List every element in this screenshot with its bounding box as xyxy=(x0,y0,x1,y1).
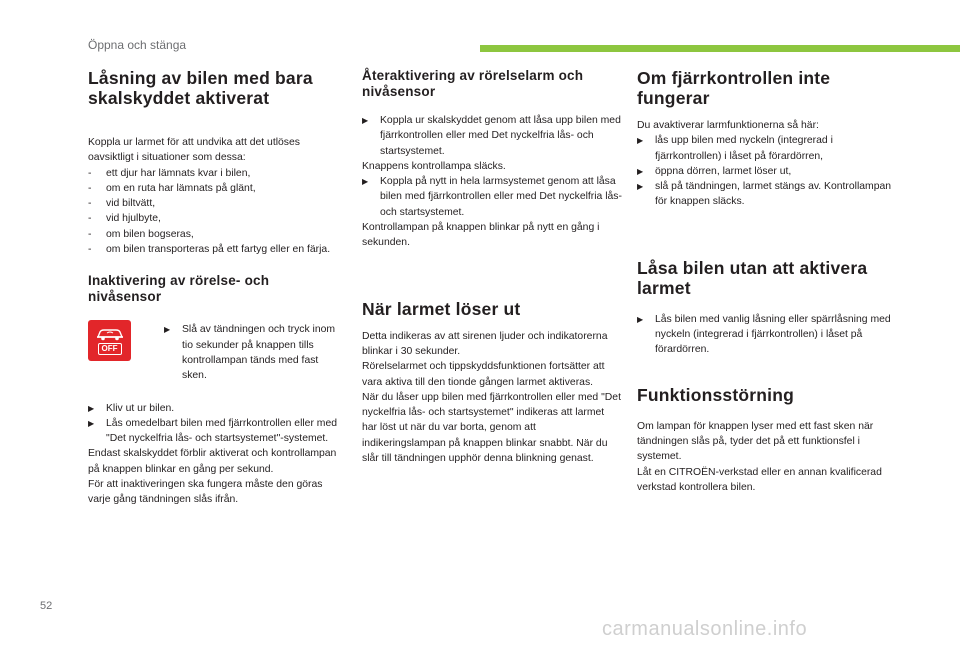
button-instruction xyxy=(88,320,346,383)
off-label: OFF xyxy=(98,343,122,355)
paragraph: Detta indikeras av att sirenen ljuder och indikatorerna blinkar i 30 sekunder. xyxy=(362,330,608,357)
list-item: ▶ Lås omedelbart bilen med fjärrkontrollen eller med "Det nyckelfria lås- och startsystemet"-systemet. xyxy=(88,417,338,445)
paragraph: Kontrollampan på knappen blinkar på nytt en gång i sekunden. xyxy=(362,222,600,249)
heading-deactivation: Inaktivering av rörelse- och nivåsensor xyxy=(88,273,270,304)
section-header: Öppna och stänga xyxy=(88,38,187,52)
list-item: ▶ öppna dörren, larmet löser ut, xyxy=(637,165,792,177)
paragraph: Rörelselarmet och tippskyddsfunktionen fortsätter att vara aktiva till den tionde gången larmet aktiveras. xyxy=(362,361,605,388)
paragraph: Endast skalskyddet förblir aktiverat och kontrollampan på knappen blinkar en gång per sekund. xyxy=(88,448,337,475)
column-1 xyxy=(88,68,346,508)
column-2 xyxy=(362,68,622,466)
list-item: ▶ Koppla på nytt in hela larmsystemet genom att låsa bilen med fjärrkontrollen eller med Det nyckelfria lås- och startsystemet. xyxy=(362,176,622,218)
list-item: - om bilen bogseras, xyxy=(88,228,194,240)
section-accent-bar xyxy=(480,45,960,52)
car-off-button-icon xyxy=(88,320,131,361)
list-item: - om en ruta har lämnats på glänt, xyxy=(88,182,256,194)
list-item: ▶ Koppla ur skalskyddet genom att låsa upp bilen med fjärrkontrollen eller med Det nyckelfria lås- och startsystemet. xyxy=(362,115,621,157)
paragraph: Knappens kontrollampa släcks. xyxy=(362,160,506,172)
intro-paragraph: Koppla ur larmet för att undvika att det utlöses oavsiktligt i situationer som dessa: xyxy=(88,137,300,164)
paragraph: Om lampan för knappen lyser med ett fast sken när tändningen slås på, tyder det på ett funktionsfel i systemet. xyxy=(637,420,874,463)
situation-list xyxy=(88,166,346,258)
list-item: ▶ lås upp bilen med nyckeln (integrerad i fjärrkontrollen) i låset på förardörren, xyxy=(637,135,833,162)
heading-alarm-perimeter-only: Låsning av bilen med bara skalskyddet aktiverat xyxy=(88,68,313,108)
list-item: - vid biltvätt, xyxy=(88,198,156,210)
page-number: 52 xyxy=(40,600,53,612)
column-3 xyxy=(637,68,899,495)
heading-remote-not-working: Om fjärrkontrollen inte fungerar xyxy=(637,68,831,108)
heading-alarm-triggered: När larmet löser ut xyxy=(362,298,521,319)
list-item: ▶ Kliv ut ur bilen. xyxy=(88,402,175,414)
heading-malfunction: Funktionsstörning xyxy=(637,384,794,405)
steps-list xyxy=(88,401,346,447)
list-item: - ett djur har lämnats kvar i bilen, xyxy=(88,167,251,179)
paragraph: För att inaktiveringen ska fungera måste den göras varje gång tändningen slås ifrån. xyxy=(88,479,323,506)
paragraph: När du låser upp bilen med fjärrkontrollen eller med "Det nyckelfria lås- och startsystemet" indikeras att larmet har löst ut när du var borta, genom att indikeringslampan på knappen blinkar snabbt. När du slår till tändningen upphör denna blinkning genast. xyxy=(362,391,621,465)
paragraph: Låt en CITROËN-verkstad eller en annan kvalificerad verkstad kontrollera bilen. xyxy=(637,466,882,493)
list-item: - om bilen transporteras på ett fartyg eller en färja. xyxy=(88,244,331,256)
heading-lock-without-alarm: Låsa bilen utan att aktivera larmet xyxy=(637,257,868,298)
heading-reactivation: Återaktivering av rörelselarm och nivåsensor xyxy=(362,68,584,99)
watermark: carmanualsonline.info xyxy=(602,618,808,640)
list-item: ▶ Lås bilen med vanlig låsning eller spärrlåsning med nyckeln (integrerad i fjärrkontrollen) i låset på förardörren. xyxy=(637,313,891,356)
paragraph: Du avaktiverar larmfunktionerna så här: xyxy=(637,120,819,131)
list-item: - vid hjulbyte, xyxy=(88,213,161,225)
list-item: ▶ slå på tändningen, larmet stängs av. Kontrollampan för knappen släcks. xyxy=(637,181,892,208)
list-item: ▶ Slå av tändningen och tryck inom tio sekunder på knappen tills kontrollampan tänds med fast sken. xyxy=(164,324,336,382)
